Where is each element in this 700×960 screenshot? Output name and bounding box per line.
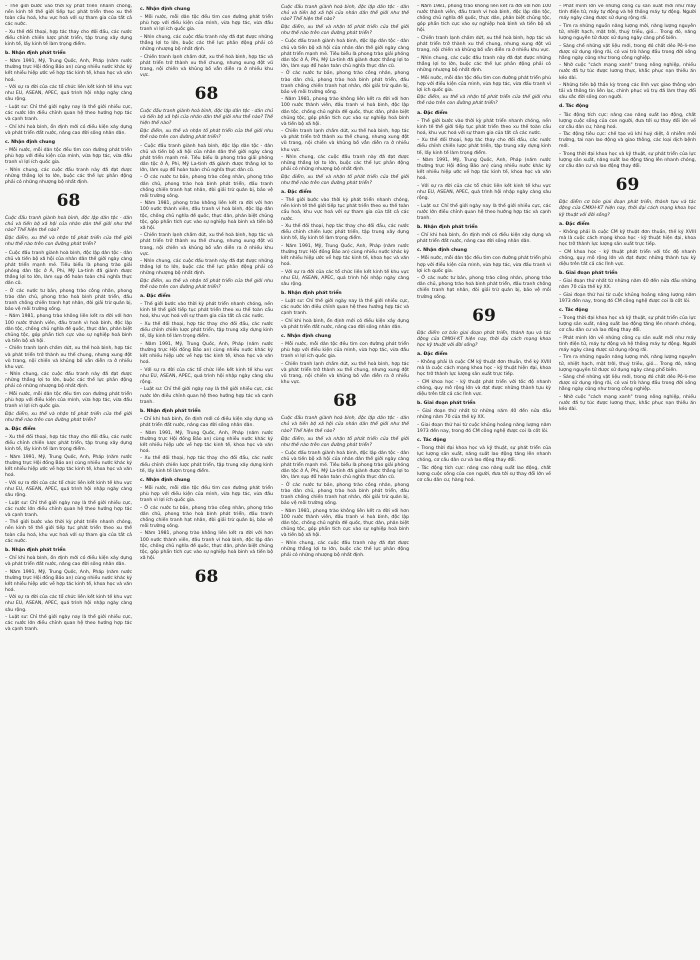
paragraph: – Cuộc đấu tranh giành hoà bình, độc lập dân tộc - dân chủ và tiến bộ xã hội của nhân dân thế giới ngày càng phát triển mạnh mẽ. Tiêu biểu là phong trào giải phóng dân tộc ở Á, Phi, Mỹ La-tinh đã giành được thắng lợi to lớn, làm sụp đổ hoàn toàn chủ nghĩa thực dân cũ. bbox=[281, 450, 409, 481]
caption: Đặc điểm, xu thế và nhận tố phát triển của thế giới như thế nào trên con đường phát triển? bbox=[140, 129, 273, 141]
paragraph: – Mỗi nước, mỗi dân tộc đều tìm con đường phát triển phù hợp với điều kiện của mình, vừa hợp tác, vừa đấu tranh vì lợi ích quốc gia. bbox=[5, 147, 132, 166]
paragraph: – Năm 1991, Mỹ, Trung Quốc, Anh, Pháp (năm nước thường trực Hội đồng Bảo an) cùng nhiều nước khác ký kết nhiều hiệp ước về hợp tác kinh tế, khoa học và văn hoá. bbox=[5, 59, 132, 83]
paragraph: – Với sự ra đời của các tổ chức liên kết kinh tế khu vực như EU, ASEAN, APEC, quá trình hội nhập ngày càng sâu rộng. bbox=[5, 480, 132, 498]
paragraph: – Tác động tiêu cực: chế tạo vũ khí huỷ diệt, ô nhiễm môi trường, tai nạn lao động và giao thông, các loại dịch bệnh mới. bbox=[559, 132, 696, 150]
page-number: 68 bbox=[333, 391, 357, 412]
caption: Đặc điểm, xu thế và nhận tố phát triển của thế giới như thế nào trên con đường phát triển? bbox=[281, 174, 409, 187]
paragraph: – Nhìn chung, các cuộc đấu tranh này đã đạt được những thắng lợi to lớn, buộc các thế lực phản động phải có những nhượng bộ nhất định. bbox=[417, 55, 551, 73]
section-heading: d. Tác động bbox=[559, 104, 589, 110]
paragraph: – Giai đoạn thứ hai từ cuộc khủng hoảng năng lượng năm 1973 đến nay, trong đó CM công nghệ được coi là cốt lõi. bbox=[559, 292, 696, 304]
paragraph: – Nhìn chung, các cuộc đấu tranh này đã đạt được những thắng lợi to lớn, buộc các thế lực phản động phải có những nhượng bộ nhất định. bbox=[5, 372, 132, 390]
paragraph: – Nhìn chung, các cuộc đấu tranh này đã đạt được những thắng lợi to lớn, buộc các thế lực phản động phải có những nhượng bộ nhất định. bbox=[5, 167, 132, 185]
paragraph: – Năm 1991, Mỹ, Trung Quốc, Anh, Pháp (năm nước thường trực Hội đồng Bảo an) cùng nhiều nước khác ký kết nhiều hiệp ước về hợp tác kinh tế, khoa học và văn hoá. bbox=[417, 158, 551, 182]
paragraph: – Ở các nước tư bản, phong trào công nhân, phong trào dân chủ, phong trào hoà bình phát triển, đấu tranh chống chiến tranh hạt nhân, đòi giải trừ quân bị, bảo vệ môi trường sống. bbox=[281, 71, 409, 95]
paragraph: – Năm 1981, phong trào không liên kết ra đời với hơn 100 nước thành viên, đấu tranh vì hoà bình, độc lập dân tộc, chống chủ nghĩa đế quốc, thực dân, phân biệt chủng tộc, góp phần tích cực vào sự nghiệp hoà bình và tiến bộ xã hội. bbox=[140, 201, 273, 231]
page-number: 68 bbox=[56, 191, 81, 212]
paragraph: – Phát minh lớn về những công cụ sản xuất mới như máy tính điện tử, máy tự động và hệ thống máy tự động. Người máy ngày càng được sử dụng rộng rãi. bbox=[559, 4, 696, 22]
paragraph: – Nhờ cuộc "cách mạng xanh" trong nông nghiệp, nhiều nước đã tự túc được lương thực, khắc phục nạn thiếu ăn kéo dài. bbox=[559, 394, 696, 413]
paragraph: – Luật sư: Chỉ thế giới ngày nay là thế giới nhiều cực, các nước lớn điều chỉnh quan hệ theo hướng hợp tác và cạnh tranh. bbox=[417, 203, 551, 221]
paragraph: – Với sự ra đời của các tổ chức liên kết kinh tế khu vực như EU, ASEAN, APEC, quá trình hội nhập ngày càng sâu rộng. bbox=[281, 269, 409, 287]
section-heading: c. Nhận định chung bbox=[140, 7, 190, 12]
paragraph: – Trong thời đại khoa học và kỹ thuật, sự phát triển của lực lượng sản xuất, năng suất lao động tăng lên nhanh chóng, cơ cấu dân cư và lao động thay đổi. bbox=[417, 446, 551, 464]
paragraph: – Năm 1991, Mỹ, Trung Quốc, Anh, Pháp (năm nước thường trực Hội đồng Bảo an) cùng nhiều nước khác ký kết nhiều hiệp ước về hợp tác kinh tế, khoa học và văn hoá. bbox=[140, 430, 273, 454]
page-number: 68 bbox=[194, 566, 219, 587]
paragraph: – Ở các nước tư bản, phong trào công nhân, phong trào dân chủ, phong trào hoà bình phát triển, đấu tranh chống chiến tranh hạt nhân, đòi giải trừ quân bị, bảo vệ môi trường sống. bbox=[5, 288, 132, 312]
column-2 bbox=[140, 4, 273, 956]
paragraph: – Thế giới bước vào thời kỳ phát triển nhanh chóng, nền kinh tế thế giới tiếp tục phát triển theo xu thế toàn cầu hoá, khu vực hoá với sự tham gia của tất cả các nước. bbox=[5, 520, 132, 544]
paragraph: – Cuộc đấu tranh giành hoà bình, độc lập dân tộc - dân chủ và tiến bộ xã hội của nhân dân thế giới ngày càng phát triển mạnh mẽ. Tiêu biểu là phong trào giải phóng dân tộc ở Á, Phi, Mỹ La-tinh đã giành được thắng lợi to lớn, làm sụp đổ hoàn toàn chủ nghĩa thực dân cũ. bbox=[140, 143, 273, 173]
paragraph: – Năm 1981, phong trào không liên kết ra đời với hơn 100 nước thành viên, đấu tranh vì hoà bình, độc lập dân tộc, chống chủ nghĩa đế quốc, thực dân, phân biệt chủng tộc, góp phần tích cực vào sự nghiệp hoà bình và tiến bộ xã hội. bbox=[417, 4, 551, 34]
caption: Đặc điểm cơ bản giai đoạn phát triển, thành tựu và tác động của CMKH-KT hiện nay, thời đại cách mạng khoa học kỹ thuật với đời sống? bbox=[559, 200, 696, 218]
paragraph: – Chỉ khi hoà bình, ổn định mới có điều kiện xây dựng và phát triển đất nước, nâng cao đời sống nhân dân. bbox=[5, 124, 132, 136]
section-heading: a. Đặc điểm bbox=[559, 221, 590, 227]
paragraph: – Giai đoạn thứ nhất từ những năm 40 đến nửa đầu những năm 70 của thế kỷ XX. bbox=[559, 278, 696, 290]
paragraph: – Nhìn chung, các cuộc đấu tranh này đã đạt được những thắng lợi to lớn, buộc các thế lực phản động phải có những nhượng bộ nhất định. bbox=[281, 540, 409, 558]
paragraph: – Không phải là cuộc CM kỹ thuật đơn thuần, thế kỷ XVIII mà là cuộc cách mạng khoa học - kỹ thuật hiện đại, khoa học trở thành lực lượng sản xuất trực tiếp. bbox=[417, 360, 551, 378]
section-heading: b. Nhận định phát triển bbox=[5, 547, 66, 553]
paragraph: – Với sự ra đời của các tổ chức liên kết kinh tế khu vực như EU, ASEAN, APEC, quá trình hội nhập ngày càng sâu rộng. bbox=[5, 595, 132, 613]
paragraph: – Phát minh lớn về những công cụ sản xuất mới như máy tính điện tử, máy tự động và hệ thống máy tự động. Người máy ngày càng được sử dụng rộng rãi. bbox=[559, 335, 696, 353]
paragraph: – Thế giới bước vào thời kỳ phát triển nhanh chóng, nền kinh tế thế giới tiếp tục phát triển theo xu thế toàn cầu hoá, khu vực hoá với sự tham gia của tất cả các nước. bbox=[417, 118, 551, 136]
caption: Đặc điểm, xu thế và nhận tố phát triển của thế giới như thế nào trên con đường phát triển? bbox=[5, 411, 132, 423]
paragraph: – Cuộc đấu tranh giành hoà bình, độc lập dân tộc - dân chủ và tiến bộ xã hội của nhân dân thế giới ngày càng phát triển mạnh mẽ. Tiêu biểu là phong trào giải phóng dân tộc ở Á, Phi, Mỹ La-tinh đã giành được thắng lợi to lớn, làm sụp đổ hoàn toàn chủ nghĩa thực dân cũ. bbox=[281, 39, 409, 69]
paragraph: – Sáng chế những vật liệu mới, trong đó chất dẻo Pô-li-me được sử dụng rộng rãi, có vai trò hàng đầu trong đời sống hằng ngày cũng như trong công nghiệp. bbox=[559, 375, 696, 393]
paragraph: – Nhìn chung, các cuộc đấu tranh này đã đạt được những thắng lợi to lớn, buộc các thế lực phản động phải có những nhượng bộ nhất định. bbox=[140, 259, 273, 277]
paragraph: – Năm 1981, phong trào không liên kết ra đời với hơn 100 nước thành viên, đấu tranh vì hoà bình, độc lập dân tộc, chống chủ nghĩa đế quốc, thực dân, phân biệt chủng tộc, góp phần tích cực vào sự nghiệp hoà bình và tiến bộ xã hội. bbox=[281, 508, 409, 539]
paragraph: – Nhờ cuộc "cách mạng xanh" trong nông nghiệp, nhiều nước đã tự túc được lương thực, khắc phục nạn thiếu ăn kéo dài. bbox=[559, 63, 696, 81]
page-number: 69 bbox=[615, 175, 640, 196]
paragraph: – Năm 1991, Mỹ, Trung Quốc, Anh, Pháp (năm nước thường trực Hội đồng Bảo an) cùng nhiều nước khác ký kết nhiều hiệp ước về hợp tác kinh tế, khoa học và văn hoá. bbox=[281, 243, 409, 268]
caption: Đặc điểm, xu thế và nhận tố phát triển của thế giới như thế nào trên con đường phát triển? bbox=[281, 25, 409, 37]
paragraph: – Chiến tranh lạnh chấm dứt, xu thế hoà bình, hợp tác và phát triển trở thành xu thế chung, nhưng xung đột vũ trang, nội chiến và khủng bố vẫn diễn ra ở nhiều khu vực. bbox=[417, 35, 551, 54]
paragraph: – Luật sư: Chỉ thế giới ngày nay là thế giới nhiều cực, các nước lớn điều chỉnh quan hệ theo hướng hợp tác và cạnh tranh. bbox=[5, 104, 132, 123]
paragraph: – Cuộc đấu tranh giành hoà bình, độc lập dân tộc - dân chủ và tiến bộ xã hội của nhân dân thế giới ngày càng phát triển mạnh mẽ. Tiêu biểu là phong trào giải phóng dân tộc ở Á, Phi, Mỹ La-tinh đã giành được thắng lợi to lớn, làm sụp đổ hoàn toàn chủ nghĩa thực dân cũ. bbox=[5, 250, 132, 286]
paragraph: – Mỗi nước, mỗi dân tộc đều tìm con đường phát triển phù hợp với điều kiện của mình, vừa hợp tác, vừa đấu tranh vì lợi ích quốc gia. bbox=[140, 485, 273, 503]
paragraph: – Chỉ khi hoà bình, ổn định mới có điều kiện xây dựng và phát triển đất nước, nâng cao đời sống nhân dân. bbox=[417, 233, 551, 245]
paragraph: – Thế giới bước vào thời kỳ phát triển nhanh chóng, nền kinh tế thế giới tiếp tục phát triển theo xu thế toàn cầu hoá, khu vực hoá với sự tham gia của tất cả các nước. bbox=[140, 302, 273, 320]
paragraph: – Thế giới bước vào thời kỳ phát triển nhanh chóng, nền kinh tế thế giới tiếp tục phát triển theo xu thế toàn cầu hoá, khu vực hoá với sự tham gia của tất cả các nước. bbox=[281, 198, 409, 222]
page-number: 68 bbox=[194, 84, 219, 105]
paragraph: – Luật sư: Chỉ thế giới ngày nay là thế giới nhiều cực, các nước lớn điều chỉnh quan hệ theo hướng hợp tác và cạnh tranh. bbox=[5, 615, 132, 633]
paragraph: – Những tiến bộ thần kỳ trong các lĩnh vực giao thông vận tải và thông tin liên lạc, chinh phục vũ trụ đã làm thay đổi sâu sắc đời sống con người. bbox=[559, 83, 696, 101]
caption: Cuộc đấu tranh giành hoà bình, độc lập dân tộc - dân chủ và tiến bộ xã hội của nhân dân thế giới như thế nào? Thể hiện thế nào? bbox=[140, 109, 273, 127]
section-heading: a. Đặc điểm bbox=[281, 190, 312, 196]
section-heading: b. Nhận định phát triển bbox=[140, 408, 201, 414]
caption: Đặc điểm, xu thế và nhận tố phát triển của thế giới như thế nào trên con đường phát triển? bbox=[5, 236, 132, 248]
paragraph: – Xu thế đối thoại, hợp tác thay cho đối đầu, các nước điều chỉnh chiến lược phát triển, tập trung xây dựng kinh tế, lấy kinh tế làm trọng điểm. bbox=[5, 29, 132, 48]
paragraph: – Tác động tích cực: nâng cao năng suất lao động, chất lượng cuộc sống của con người, đưa tới sự thay đổi lớn về cơ cấu dân cư, hàng hoá. bbox=[559, 112, 696, 130]
paragraph: – Xu thế đối thoại, hợp tác thay cho đối đầu, các nước điều chỉnh chiến lược phát triển, tập trung xây dựng kinh tế, lấy kinh tế làm trọng điểm. bbox=[140, 322, 273, 340]
paragraph: – Năm 1991, Mỹ, Trung Quốc, Anh, Pháp (năm nước thường trực Hội đồng Bảo an) cùng nhiều nước khác ký kết nhiều hiệp ước về hợp tác kinh tế, khoa học và văn hoá. bbox=[140, 341, 273, 366]
paragraph: – Mỗi nước, mỗi dân tộc đều tìm con đường phát triển phù hợp với điều kiện của mình, vừa hợp tác, vừa đấu tranh vì lợi ích quốc gia. bbox=[140, 15, 273, 33]
paragraph: – Mỗi nước, mỗi dân tộc đều tìm con đường phát triển phù hợp với điều kiện của mình, vừa hợp tác, vừa đấu tranh vì lợi ích quốc gia. bbox=[281, 342, 409, 360]
column-1 bbox=[5, 4, 132, 956]
section-heading: a. Đặc điểm bbox=[417, 351, 448, 357]
paragraph: – CM khoa học - kỹ thuật phát triển với tốc độ nhanh chóng, quy mô rộng lớn và đạt được những thành tựu kỳ diệu trên tất cả các lĩnh vực. bbox=[417, 379, 551, 397]
paragraph: – Thế giới bước vào thời kỳ phát triển nhanh chóng, nền kinh tế thế giới tiếp tục phát triển theo xu thế toàn cầu hoá, khu vực hoá với sự tham gia của tất cả các nước. bbox=[5, 4, 132, 28]
paragraph: – Luật sư: Chỉ thế giới ngày nay là thế giới nhiều cực, các nước lớn điều chỉnh quan hệ theo hướng hợp tác và cạnh tranh. bbox=[5, 500, 132, 518]
column-3 bbox=[281, 4, 409, 956]
paragraph: – Năm 1991, Mỹ, Trung Quốc, Anh, Pháp (năm nước thường trực Hội đồng Bảo an) cùng nhiều nước khác ký kết nhiều hiệp ước về hợp tác kinh tế, khoa học và văn hoá. bbox=[5, 454, 132, 479]
paragraph: – Năm 1981, phong trào không liên kết ra đời với hơn 100 nước thành viên, đấu tranh vì hoà bình, độc lập dân tộc, chống chủ nghĩa đế quốc, thực dân, phân biệt chủng tộc, góp phần tích cực vào sự nghiệp hoà bình và tiến bộ xã hội. bbox=[140, 531, 273, 561]
section-heading: a. Đặc điểm bbox=[5, 427, 36, 433]
paragraph: – Mỗi nước, mỗi dân tộc đều tìm con đường phát triển phù hợp với điều kiện của mình, vừa hợp tác, vừa đấu tranh vì lợi ích quốc gia. bbox=[5, 392, 132, 410]
paragraph: – Sáng chế những vật liệu mới, trong đó chất dẻo Pô-li-me được sử dụng rộng rãi, có vai trò hàng đầu trong đời sống hằng ngày cũng như trong công nghiệp. bbox=[559, 43, 696, 61]
paragraph: – Mỗi nước, mỗi dân tộc đều tìm con đường phát triển phù hợp với điều kiện của mình, vừa hợp tác, vừa đấu tranh vì lợi ích quốc gia. bbox=[417, 256, 551, 274]
paragraph: – Chiến tranh lạnh chấm dứt, xu thế hoà bình, hợp tác và phát triển trở thành xu thế chung, nhưng xung đột vũ trang, nội chiến và khủng bố vẫn diễn ra ở nhiều khu vực. bbox=[140, 233, 273, 257]
section-heading: a. Đặc điểm bbox=[140, 294, 171, 300]
paragraph: – Chiến tranh lạnh chấm dứt, xu thế hoà bình, hợp tác và phát triển trở thành xu thế chung, nhưng xung đột vũ trang, nội chiến và khủng bố vẫn diễn ra ở nhiều khu vực. bbox=[140, 54, 273, 78]
paragraph: – Năm 1991, Mỹ, Trung Quốc, Anh, Pháp (năm nước thường trực Hội đồng Bảo an) cùng nhiều nước khác ký kết nhiều hiệp ước về hợp tác kinh tế, khoa học và văn hoá. bbox=[5, 569, 132, 593]
caption: Đặc điểm, xu thế và nhận tố phát triển của thế giới như thế nào trên con đường phát triển? bbox=[417, 95, 551, 107]
paragraph: – Luật sư: Chỉ thế giới ngày nay là thế giới nhiều cực, các nước lớn điều chỉnh quan hệ theo hướng hợp tác và cạnh tranh. bbox=[281, 299, 409, 317]
paragraph: – Chiến tranh lạnh chấm dứt, xu thế hoà bình, hợp tác và phát triển trở thành xu thế chung, nhưng xung đột vũ trang, nội chiến và khủng bố vẫn diễn ra ở nhiều khu vực. bbox=[281, 129, 409, 153]
paragraph: – Chỉ khi hoà bình, ổn định mới có điều kiện xây dựng và phát triển đất nước, nâng cao đời sống nhân dân. bbox=[5, 555, 132, 567]
section-heading: c. Tác động bbox=[417, 438, 447, 444]
paragraph: – Chiến tranh lạnh chấm dứt, xu thế hoà bình, hợp tác và phát triển trở thành xu thế chung, nhưng xung đột vũ trang, nội chiến và khủng bố vẫn diễn ra ở nhiều khu vực. bbox=[281, 361, 409, 386]
paragraph: – Ở các nước tư bản, phong trào công nhân, phong trào dân chủ, phong trào hoà bình phát triển, đấu tranh chống chiến tranh hạt nhân, đòi giải trừ quân bị, bảo vệ môi trường sống. bbox=[140, 505, 273, 529]
paragraph: – Xu thế đối thoại, hợp tác thay cho đối đầu, các nước điều chỉnh chiến lược phát triển, tập trung xây dựng kinh tế, lấy kinh tế làm trọng điểm. bbox=[140, 456, 273, 474]
paragraph: – Trong thời đại khoa học và kỹ thuật, sự phát triển của lực lượng sản xuất, năng suất lao động tăng lên nhanh chóng, cơ cấu dân cư và lao động thay đổi. bbox=[559, 315, 696, 334]
paragraph: – Luật sư: Chỉ thế giới ngày nay là thế giới nhiều cực, các nước lớn điều chỉnh quan hệ theo hướng hợp tác và cạnh tranh. bbox=[140, 387, 273, 405]
section-heading: b. Nhận định phát triển bbox=[281, 291, 342, 297]
paragraph: – Xu thế đối thoại, hợp tác thay cho đối đầu, các nước điều chỉnh chiến lược phát triển, tập trung xây dựng kinh tế, lấy kinh tế làm trọng điểm. bbox=[5, 435, 132, 453]
section-heading: a. Đặc điểm bbox=[417, 110, 448, 116]
column-5 bbox=[559, 4, 696, 956]
paragraph: – Tác động tích cực: nâng cao năng suất lao động, chất lượng cuộc sống của con người, đưa tới sự thay đổi lớn về cơ cấu dân cư, hàng hoá. bbox=[417, 465, 551, 484]
paragraph: – Xu thế đối thoại, hợp tác thay cho đối đầu, các nước điều chỉnh chiến lược phát triển, tập trung xây dựng kinh tế, lấy kinh tế làm trọng điểm. bbox=[417, 138, 551, 156]
caption: Đặc điểm cơ bản giai đoạn phát triển, thành tựu và tác động của CMKH-KT hiện nay, thời đại cách mạng khoa học kỹ thuật với đời sống? bbox=[417, 330, 551, 348]
section-heading: c. Nhận định chung bbox=[140, 477, 190, 483]
section-heading: b. Giai đoạn phát triển bbox=[559, 270, 618, 276]
paragraph: – Xu thế đối thoại, hợp tác thay cho đối đầu, các nước điều chỉnh chiến lược phát triển, tập trung xây dựng kinh tế, lấy kinh tế làm trọng điểm. bbox=[281, 224, 409, 242]
paragraph: – Với sự ra đời của các tổ chức liên kết kinh tế khu vực như EU, ASEAN, APEC, quá trình hội nhập ngày càng sâu rộng. bbox=[140, 367, 273, 385]
paragraph: – Nhìn chung, các cuộc đấu tranh này đã đạt được những thắng lợi to lớn, buộc các thế lực phản động phải có những nhượng bộ nhất định. bbox=[140, 34, 273, 53]
caption: Đặc điểm, xu thế và nhận tố phát triển của thế giới như thế nào trên con đường phát triển? bbox=[140, 278, 273, 291]
caption: Cuộc đấu tranh giành hoà bình, độc lập dân tộc - dân chủ và tiến bộ xã hội của nhân dân thế giới như thế nào? Thể hiện thế nào? bbox=[281, 416, 409, 434]
paragraph: – CM khoa học - kỹ thuật phát triển với tốc độ nhanh chóng, quy mô rộng lớn và đạt được những thành tựu kỳ diệu trên tất cả các lĩnh vực. bbox=[559, 249, 696, 267]
section-heading: b. Nhận định phát triển bbox=[5, 51, 66, 57]
section-heading: c. Nhận định chung bbox=[417, 248, 467, 254]
paragraph: – Tìm ra những nguồn năng lượng mới, năng lượng nguyên tử, nhiệt hạch, mặt trời, thuỷ triều, gió… Trong đó, năng lượng nguyên tử được sử dụng ngày càng phổ biến. bbox=[559, 23, 696, 41]
paragraph: – Năm 1981, phong trào không liên kết ra đời với hơn 100 nước thành viên, đấu tranh vì hoà bình, độc lập dân tộc, chống chủ nghĩa đế quốc, thực dân, phân biệt chủng tộc, góp phần tích cực vào sự nghiệp hoà bình và tiến bộ xã hội. bbox=[5, 314, 132, 344]
paragraph: – Với sự ra đời của các tổ chức liên kết kinh tế khu vực như EU, ASEAN, APEC, quá trình hội nhập ngày càng sâu rộng. bbox=[5, 85, 132, 103]
paragraph: – Ở các nước tư bản, phong trào công nhân, phong trào dân chủ, phong trào hoà bình phát triển, đấu tranh chống chiến tranh hạt nhân, đòi giải trừ quân bị, bảo vệ môi trường sống. bbox=[417, 276, 551, 300]
section-heading: c. Tác động bbox=[559, 307, 589, 313]
section-heading: c. Nhận định chung bbox=[281, 334, 331, 340]
paragraph: – Ở các nước tư bản, phong trào công nhân, phong trào dân chủ, phong trào hoà bình phát triển, đấu tranh chống chiến tranh hạt nhân, đòi giải trừ quân bị, bảo vệ môi trường sống. bbox=[140, 175, 273, 199]
caption: Cuộc đấu tranh giành hoà bình, độc lập dân tộc - dân chủ và tiến bộ xã hội của nhân dân thế giới như thế nào? Thể hiện thế nào? bbox=[5, 216, 132, 234]
paragraph: – Ở các nước tư bản, phong trào công nhân, phong trào dân chủ, phong trào hoà bình phát triển, đấu tranh chống chiến tranh hạt nhân, đòi giải trừ quân bị, bảo vệ môi trường sống. bbox=[281, 482, 409, 507]
paragraph: – Mỗi nước, mỗi dân tộc đều tìm con đường phát triển phù hợp với điều kiện của mình, vừa hợp tác, vừa đấu tranh vì lợi ích quốc gia. bbox=[417, 75, 551, 93]
paragraph: – Tìm ra những nguồn năng lượng mới, năng lượng nguyên tử, nhiệt hạch, mặt trời, thuỷ triều, gió… Trong đó, năng lượng nguyên tử được sử dụng ngày càng phổ biến. bbox=[559, 355, 696, 373]
paragraph: – Chỉ khi hoà bình, ổn định mới có điều kiện xây dựng và phát triển đất nước, nâng cao đời sống nhân dân. bbox=[281, 318, 409, 330]
page-number: 69 bbox=[472, 305, 496, 326]
section-heading: c. Nhận định chung bbox=[5, 139, 55, 145]
caption: Cuộc đấu tranh giành hoà bình, độc lập dân tộc - dân chủ và tiến bộ xã hội của nhân dân thế giới như thế nào? Thể hiện thế nào? bbox=[281, 5, 409, 23]
paragraph: – Chỉ khi hoà bình, ổn định mới có điều kiện xây dựng và phát triển đất nước, nâng cao đời sống nhân dân. bbox=[140, 416, 273, 428]
paragraph: – Không phải là cuộc CM kỹ thuật đơn thuần, thế kỷ XVIII mà là cuộc cách mạng khoa học - kỹ thuật hiện đại, khoa học trở thành lực lượng sản xuất trực tiếp. bbox=[559, 229, 696, 247]
section-heading: b. Giai đoạn phát triển bbox=[417, 401, 476, 407]
caption: Đặc điểm, xu thế và nhận tố phát triển của thế giới như thế nào trên con đường phát triển? bbox=[281, 436, 409, 448]
paragraph: – Chiến tranh lạnh chấm dứt, xu thế hoà bình, hợp tác và phát triển trở thành xu thế chung, nhưng xung đột vũ trang, nội chiến và khủng bố vẫn diễn ra ở nhiều khu vực. bbox=[5, 346, 132, 370]
column-4 bbox=[417, 4, 551, 956]
paragraph: – Với sự ra đời của các tổ chức liên kết kinh tế khu vực như EU, ASEAN, APEC, quá trình hội nhập ngày càng sâu rộng. bbox=[417, 184, 551, 202]
section-heading: b. Nhận định phát triển bbox=[417, 225, 478, 231]
paragraph: – Giai đoạn thứ nhất từ những năm 40 đến nửa đầu những năm 70 của thế kỷ XX. bbox=[417, 409, 551, 421]
paragraph: – Nhìn chung, các cuộc đấu tranh này đã đạt được những thắng lợi to lớn, buộc các thế lực phản động phải có những nhượng bộ nhất định. bbox=[281, 155, 409, 173]
paragraph: – Giai đoạn thứ hai từ cuộc khủng hoảng năng lượng năm 1973 đến nay, trong đó CM công nghệ được coi là cốt lõi. bbox=[417, 422, 551, 434]
paragraph: – Trong thời đại khoa học và kỹ thuật, sự phát triển của lực lượng sản xuất, năng suất lao động tăng lên nhanh chóng, cơ cấu dân cư và lao động thay đổi. bbox=[559, 152, 696, 170]
paragraph: – Năm 1981, phong trào không liên kết ra đời với hơn 100 nước thành viên, đấu tranh vì hoà bình, độc lập dân tộc, chống chủ nghĩa đế quốc, thực dân, phân biệt chủng tộc, góp phần tích cực vào sự nghiệp hoà bình và tiến bộ xã hội. bbox=[281, 97, 409, 127]
